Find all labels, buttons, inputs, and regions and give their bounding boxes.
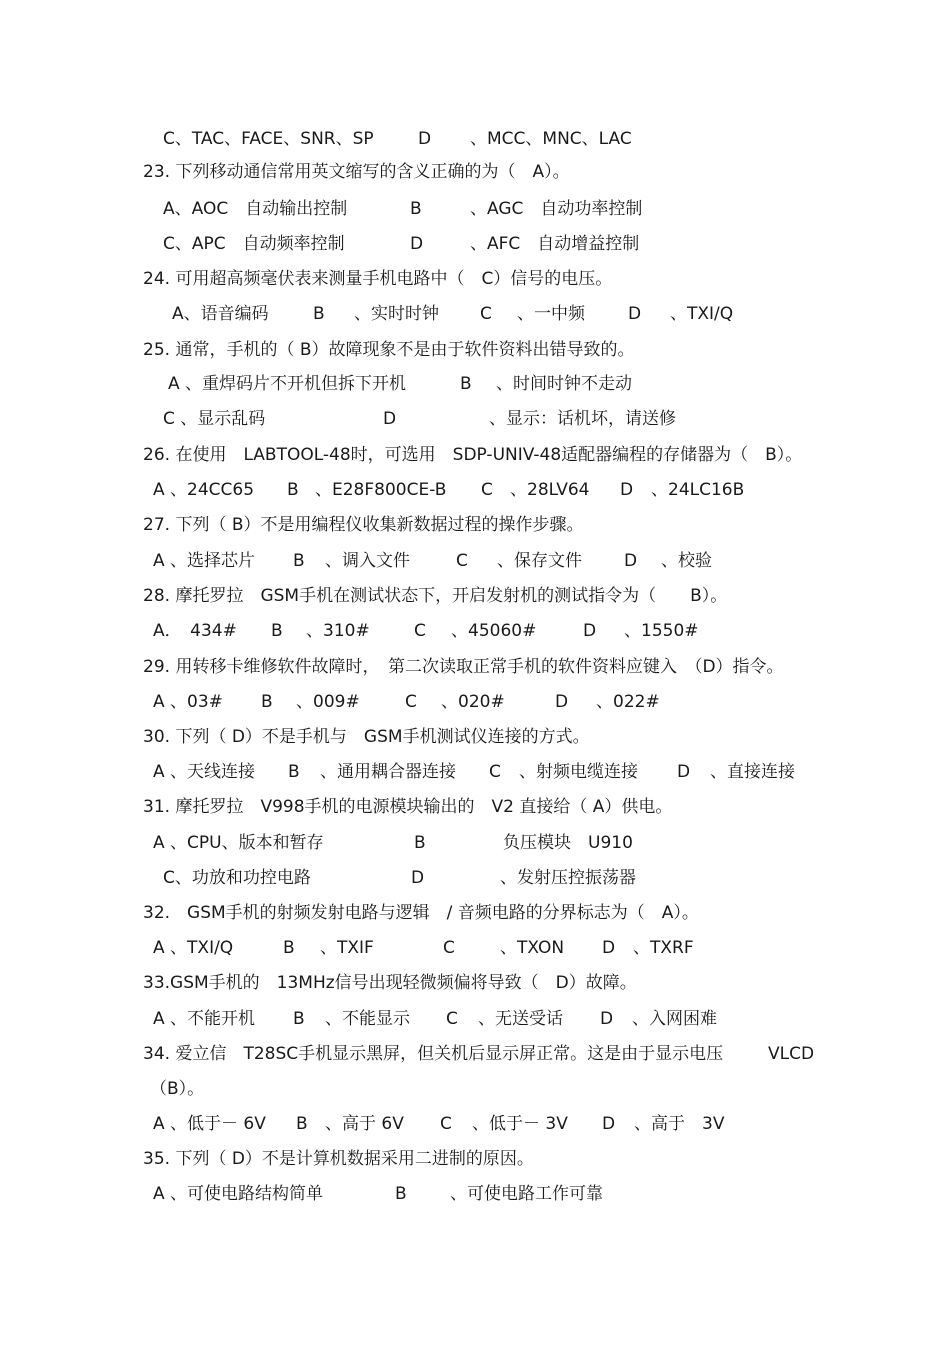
text-segment: 、28LV64	[510, 480, 590, 500]
text-segment: B	[395, 1184, 407, 1204]
text-line	[0, 1006, 950, 1032]
text-segment: B	[271, 621, 283, 641]
text-line	[0, 1041, 950, 1067]
text-segment: 、022#	[596, 692, 660, 712]
text-segment: A． 434#	[153, 621, 237, 641]
text-segment: 27. 下列（ B）不是用编程仪收集新数据过程的操作步骤。	[143, 515, 584, 535]
text-segment: C、APC 自动频率控制	[163, 234, 345, 254]
text-segment: D	[677, 762, 691, 782]
text-segment: C	[489, 762, 501, 782]
text-line	[0, 548, 950, 574]
text-segment: 、E28F800CE-B	[315, 480, 447, 500]
text-segment: 、TXI/Q	[670, 304, 734, 324]
text-segment: 、可使电路工作可靠	[450, 1184, 603, 1204]
text-segment: 、低于－ 3V	[472, 1114, 568, 1134]
text-line	[0, 126, 950, 152]
text-segment: B	[296, 1114, 308, 1134]
text-segment: 、AFC 自动增益控制	[470, 234, 640, 254]
text-segment: B	[313, 304, 325, 324]
text-segment: 、45060#	[451, 621, 537, 641]
text-line	[0, 618, 950, 644]
text-segment: 、直接连接	[710, 762, 795, 782]
text-segment: 24. 可用超高频毫伏表来测量手机电路中（ C）信号的电压。	[143, 269, 613, 289]
text-line	[0, 196, 950, 222]
text-segment: 、校验	[661, 551, 712, 571]
text-segment: 、310#	[306, 621, 370, 641]
text-segment: 25. 通常，手机的（ B）故障现象不是由于软件资料出错导致的。	[143, 340, 635, 360]
text-segment: 33.GSM手机的 13MHz信号出现轻微频偏将导致（ D）故障。	[143, 973, 637, 993]
text-segment: 31. 摩托罗拉 V998手机的电源模块输出的 V2 直接给（ A）供电。	[143, 797, 673, 817]
text-segment: 26. 在使用 LABTOOL-48时，可选用 SDP-UNIV-48适配器编程的存储器为（ B）。	[143, 445, 803, 465]
text-segment: C	[414, 621, 426, 641]
text-segment: B	[293, 551, 305, 571]
text-segment: C	[440, 1114, 452, 1134]
text-line	[0, 830, 950, 856]
text-segment: B	[287, 480, 299, 500]
text-segment: 、一中频	[517, 304, 585, 324]
text-segment: 、AGC 自动功率控制	[470, 199, 643, 219]
text-segment: D	[583, 621, 597, 641]
text-segment: C	[405, 692, 417, 712]
text-segment: 、020#	[441, 692, 505, 712]
text-segment: 、通用耦合器连接	[320, 762, 456, 782]
text-segment: 、显示：话机坏，请送修	[489, 409, 676, 429]
text-line	[0, 159, 950, 185]
text-line	[0, 724, 950, 750]
text-line	[0, 477, 950, 503]
text-line	[0, 406, 950, 432]
text-segment: D	[600, 1009, 614, 1029]
text-segment: （B）。	[150, 1079, 205, 1099]
text-segment: A 、24CC65	[153, 480, 255, 500]
text-line	[0, 970, 950, 996]
text-segment: A 、不能开机	[153, 1009, 256, 1029]
text-line	[0, 371, 950, 397]
text-segment: A 、TXI/Q	[153, 938, 234, 958]
text-segment: 、009#	[296, 692, 360, 712]
text-segment: 负压模块 U910	[503, 833, 633, 853]
text-segment: D	[620, 480, 634, 500]
text-segment: 、TXON	[500, 938, 565, 958]
text-segment: 、调入文件	[325, 551, 410, 571]
text-segment: A、AOC 自动输出控制	[163, 199, 348, 219]
text-segment: C	[443, 938, 455, 958]
text-segment: D	[411, 868, 425, 888]
text-segment: B	[410, 199, 422, 219]
text-segment: A 、天线连接	[153, 762, 256, 782]
text-segment: 、实时时钟	[354, 304, 439, 324]
text-segment: B	[288, 762, 300, 782]
text-segment: A 、03#	[153, 692, 223, 712]
text-segment: 、入网困难	[632, 1009, 717, 1029]
text-segment: D	[383, 409, 397, 429]
text-segment: D	[410, 234, 424, 254]
text-line	[0, 794, 950, 820]
text-segment: C	[456, 551, 468, 571]
text-line	[0, 900, 950, 926]
text-segment: 、高于 3V	[634, 1114, 725, 1134]
text-segment: A 、低于－ 6V	[153, 1114, 266, 1134]
text-segment: A、语音编码	[172, 304, 269, 324]
text-segment: 、无送受话	[478, 1009, 563, 1029]
text-segment: C	[480, 304, 492, 324]
text-segment: C	[446, 1009, 458, 1029]
text-segment: D	[602, 938, 616, 958]
text-line	[0, 1111, 950, 1137]
text-segment: D	[555, 692, 569, 712]
text-segment: B	[414, 833, 426, 853]
text-segment: 35. 下列（ D）不是计算机数据采用二进制的原因。	[143, 1149, 534, 1169]
text-line	[0, 337, 950, 363]
text-segment: C、功放和功控电路	[163, 868, 311, 888]
text-segment: 29. 用转移卡维修软件故障时， 第二次读取正常手机的软件资料应键入 （D）指令。	[143, 657, 784, 677]
text-segment: 、MCC、MNC、LAC	[470, 129, 632, 149]
text-segment: 、不能显示	[325, 1009, 410, 1029]
text-segment: 23. 下列移动通信常用英文缩写的含义正确的为（ A）。	[143, 162, 570, 182]
text-line	[0, 689, 950, 715]
text-segment: 32. GSM手机的射频发射电路与逻辑 / 音频电路的分界标志为（ A）。	[143, 903, 699, 923]
text-segment: 、高于 6V	[325, 1114, 404, 1134]
text-segment: 30. 下列（ D）不是手机与 GSM手机测试仪连接的方式。	[143, 727, 590, 747]
text-line	[0, 301, 950, 327]
text-line	[0, 442, 950, 468]
text-line	[0, 583, 950, 609]
text-line	[0, 1181, 950, 1207]
text-segment: 、射频电缆连接	[519, 762, 638, 782]
text-line	[0, 865, 950, 891]
text-line	[0, 512, 950, 538]
text-segment: D	[602, 1114, 616, 1134]
text-segment: VLCD	[768, 1044, 815, 1064]
text-segment: A 、可使电路结构简单	[153, 1184, 324, 1204]
text-segment: A 、重焊码片不开机但拆下开机	[168, 374, 407, 394]
text-segment: B	[293, 1009, 305, 1029]
text-segment: B	[460, 374, 472, 394]
text-segment: 、TXRF	[633, 938, 694, 958]
text-segment: C 、显示乱码	[163, 409, 266, 429]
text-segment: 、1550#	[624, 621, 699, 641]
text-segment: 、发射压控振荡器	[500, 868, 636, 888]
text-segment: 、保存文件	[497, 551, 582, 571]
text-line	[0, 759, 950, 785]
text-line	[0, 1146, 950, 1172]
text-segment: A 、选择芯片	[153, 551, 256, 571]
text-line	[0, 266, 950, 292]
text-segment: 28. 摩托罗拉 GSM手机在测试状态下，开启发射机的测试指令为（ B）。	[143, 586, 728, 606]
text-segment: C、TAC、FACE、SNR、SP	[163, 129, 374, 149]
text-line	[0, 654, 950, 680]
text-line	[0, 935, 950, 961]
text-segment: 、时间时钟不走动	[496, 374, 632, 394]
text-segment: 、24LC16B	[651, 480, 745, 500]
text-segment: D	[624, 551, 638, 571]
text-segment: 、TXIF	[320, 938, 374, 958]
text-segment: A 、CPU、版本和暂存	[153, 833, 324, 853]
text-line	[0, 231, 950, 257]
text-segment: D	[628, 304, 642, 324]
text-segment: C	[481, 480, 493, 500]
text-segment: 34. 爱立信 T28SC手机显示黑屏，但关机后显示屏正常。这是由于显示电压	[143, 1044, 724, 1064]
text-line	[0, 1076, 950, 1102]
text-segment: D	[418, 129, 432, 149]
text-segment: B	[261, 692, 273, 712]
text-segment: B	[283, 938, 295, 958]
